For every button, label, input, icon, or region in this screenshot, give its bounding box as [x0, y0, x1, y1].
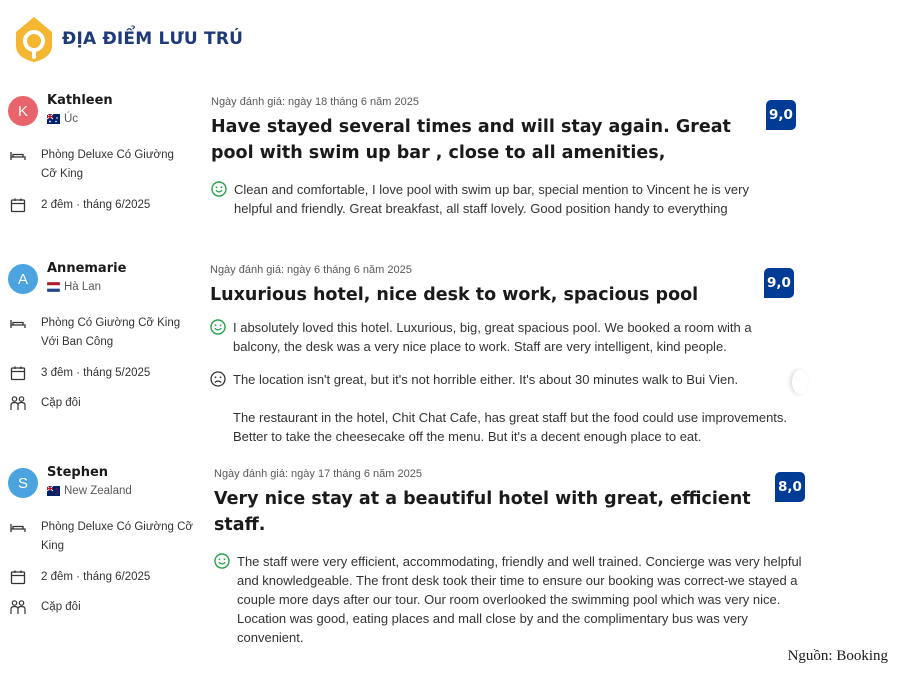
header — [14, 15, 243, 63]
avatar: S — [8, 468, 38, 498]
couple-icon — [10, 599, 26, 615]
review-score-badge: 9,0 — [766, 100, 796, 130]
reviewer-name: Stephen — [47, 465, 109, 480]
review-title: Very nice stay at a beautiful hotel with great, efficient staff. — [214, 489, 751, 535]
room-type: Phòng Deluxe Có Giường Cỡ King — [10, 146, 203, 184]
review-title: Have stayed several times and will stay again. Great pool with swim up bar , close to all amenities, — [211, 117, 731, 163]
stay-duration: 2 đêm · tháng 6/2025 — [10, 568, 203, 587]
review-content — [210, 264, 790, 446]
bed-icon — [10, 315, 26, 331]
smile-icon — [214, 553, 230, 569]
calendar-icon — [10, 365, 26, 381]
review-negative: The location isn't great, but it's not horrible either. It's about 30 minutes walk to Bui Vien. The restaurant in the hotel, Chit Chat Cafe, has great staff but the food could use improvements. Better to take the cheesecake off the menu. But it's a decent enough place to eat. — [210, 370, 790, 446]
reviewer-country: Hà Lan — [47, 281, 126, 293]
calendar-icon — [10, 569, 26, 585]
review-title: Luxurious hotel, nice desk to work, spacious pool — [210, 285, 699, 305]
reviewer-name: Kathleen — [47, 93, 113, 108]
review-score-badge: 9,0 — [764, 268, 794, 298]
flag-new-zealand-icon — [47, 486, 60, 496]
frown-icon — [210, 371, 226, 387]
review-content — [214, 468, 809, 647]
scroll-arrow-button[interactable] — [792, 370, 808, 394]
review-date: Ngày đánh giá: ngày 17 tháng 6 năm 2025 — [214, 468, 422, 480]
avatar: A — [8, 264, 38, 294]
review-positive: I absolutely loved this hotel. Luxurious, big, great spacious pool. We booked a room with a balcony, the desk was a very nice place to work. Staff are very intelligent, kind people. — [210, 318, 790, 356]
avatar: K — [8, 96, 38, 126]
flag-netherlands-icon — [47, 282, 60, 292]
review-positive: Clean and comfortable, I love pool with swim up bar, special mention to Vincent he is very helpful and friendly. Great breakfast, all staff lovely. Good position handy to everything — [211, 180, 766, 218]
source-caption: Nguồn: Booking — [787, 648, 888, 664]
smile-icon — [210, 319, 226, 335]
traveler-type: Cặp đôi — [10, 394, 203, 413]
smile-icon — [211, 181, 227, 197]
reviewer-info — [8, 465, 203, 617]
traveler-type: Cặp đôi — [10, 598, 203, 617]
review-date: Ngày đánh giá: ngày 6 tháng 6 năm 2025 — [210, 264, 412, 276]
review-content — [211, 96, 766, 218]
stay-duration: 3 đêm · tháng 5/2025 — [10, 364, 203, 383]
bed-icon — [10, 519, 26, 535]
reviewer-info — [8, 261, 203, 413]
room-type: Phòng Có Giường Cỡ King Với Ban Công — [10, 314, 203, 352]
bed-icon — [10, 147, 26, 163]
couple-icon — [10, 395, 26, 411]
reviewer-info — [8, 93, 203, 215]
page-title: ĐỊA ĐIỂM LƯU TRÚ — [62, 29, 244, 49]
stay-duration: 2 đêm · tháng 6/2025 — [10, 196, 203, 215]
reviewer-country: Úc — [47, 113, 113, 125]
calendar-icon — [10, 197, 26, 213]
flag-australia-icon — [47, 114, 60, 124]
review-date: Ngày đánh giá: ngày 18 tháng 6 năm 2025 — [211, 96, 419, 108]
reviewer-country: New Zealand — [47, 485, 132, 497]
review-positive: The staff were very efficient, accommodating, friendly and well trained. Concierge was very helpful and knowledgeable. The front desk took their time to ensure our booking was correct-we stayed a couple more days after our tour. Our room overlooked the swimming pool which was very nice. Location was good, eating places and mall close by and the complimentary bus was very convenient. — [214, 552, 809, 647]
reviewer-name: Annemarie — [47, 261, 127, 276]
review-score-badge: 8,0 — [775, 472, 805, 502]
room-type: Phòng Deluxe Có Giường Cỡ King — [10, 518, 203, 556]
location-pin-house-icon — [14, 15, 54, 63]
